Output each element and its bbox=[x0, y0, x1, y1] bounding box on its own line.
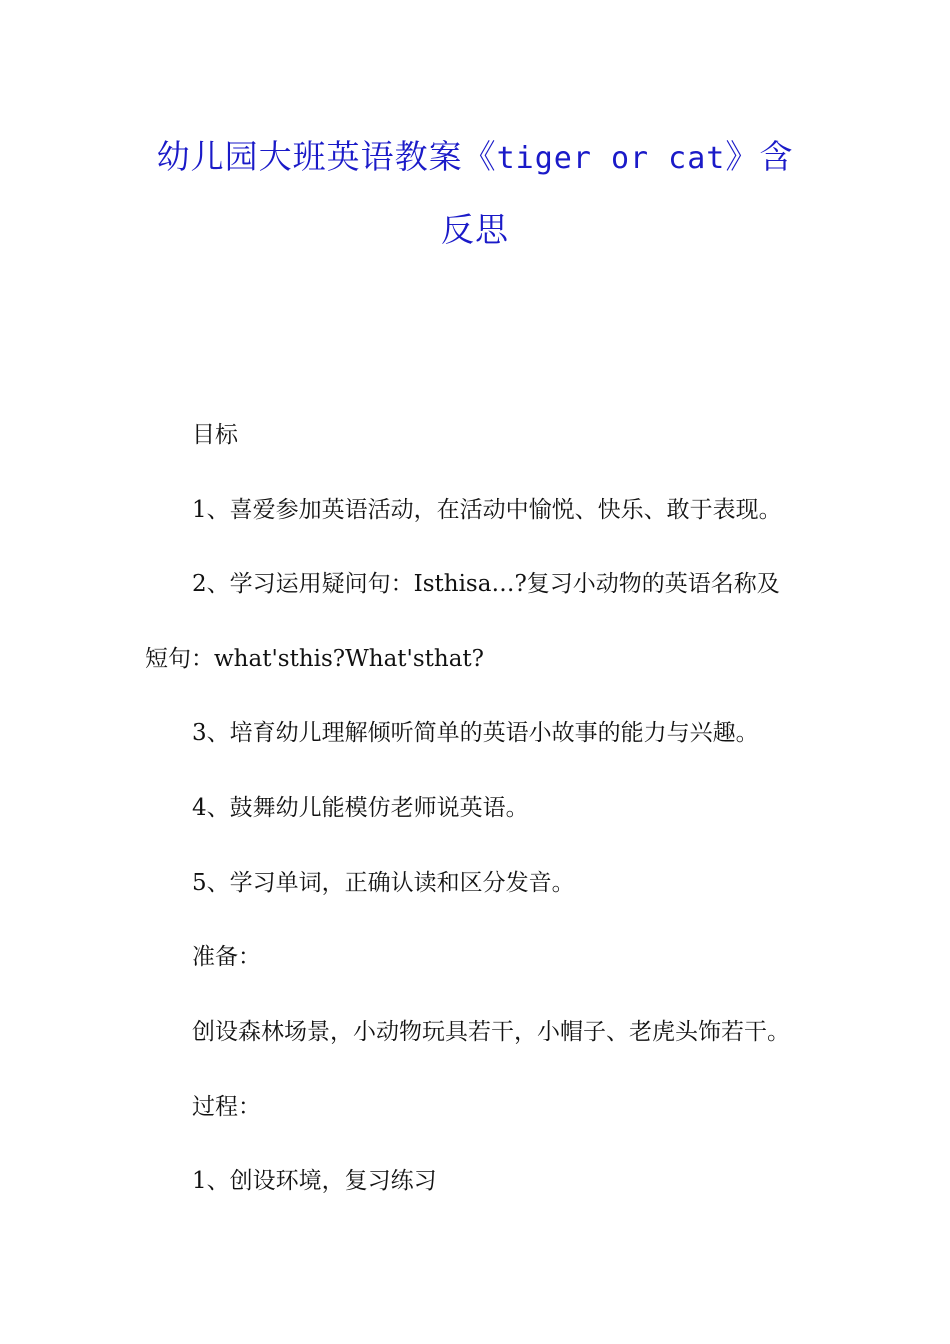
goal-item-2: 2、学习运用疑问句：Isthisa…?复习小动物的英语名称及 bbox=[192, 571, 780, 597]
goal-item-1: 1、喜爱参加英语活动，在活动中愉悦、快乐、敢于表现。 bbox=[192, 497, 782, 523]
goal-item-2-continuation: 短句：what'sthis?What'sthat? bbox=[145, 646, 485, 672]
title-suffix: 》含 bbox=[725, 137, 794, 176]
document-title-line-2: 反思 bbox=[441, 210, 509, 249]
title-prefix: 幼儿园大班英语教案《 bbox=[156, 137, 497, 176]
document-title-line-1 bbox=[0, 131, 950, 178]
section-heading-goals: 目标 bbox=[192, 422, 238, 448]
preparation-text: 创设森林场景，小动物玩具若干，小帽子、老虎头饰若干。 bbox=[192, 1019, 790, 1045]
section-heading-process: 过程： bbox=[192, 1094, 261, 1120]
process-step-1: 1、创设环境，复习练习 bbox=[192, 1168, 437, 1194]
goal-item-5: 5、学习单词，正确认读和区分发音。 bbox=[192, 870, 575, 896]
title-latin: tiger or cat bbox=[496, 141, 726, 176]
goal-item-4: 4、鼓舞幼儿能模仿老师说英语。 bbox=[192, 795, 529, 821]
section-heading-preparation: 准备： bbox=[192, 944, 261, 970]
goal-item-3: 3、培育幼儿理解倾听简单的英语小故事的能力与兴趣。 bbox=[192, 720, 759, 746]
